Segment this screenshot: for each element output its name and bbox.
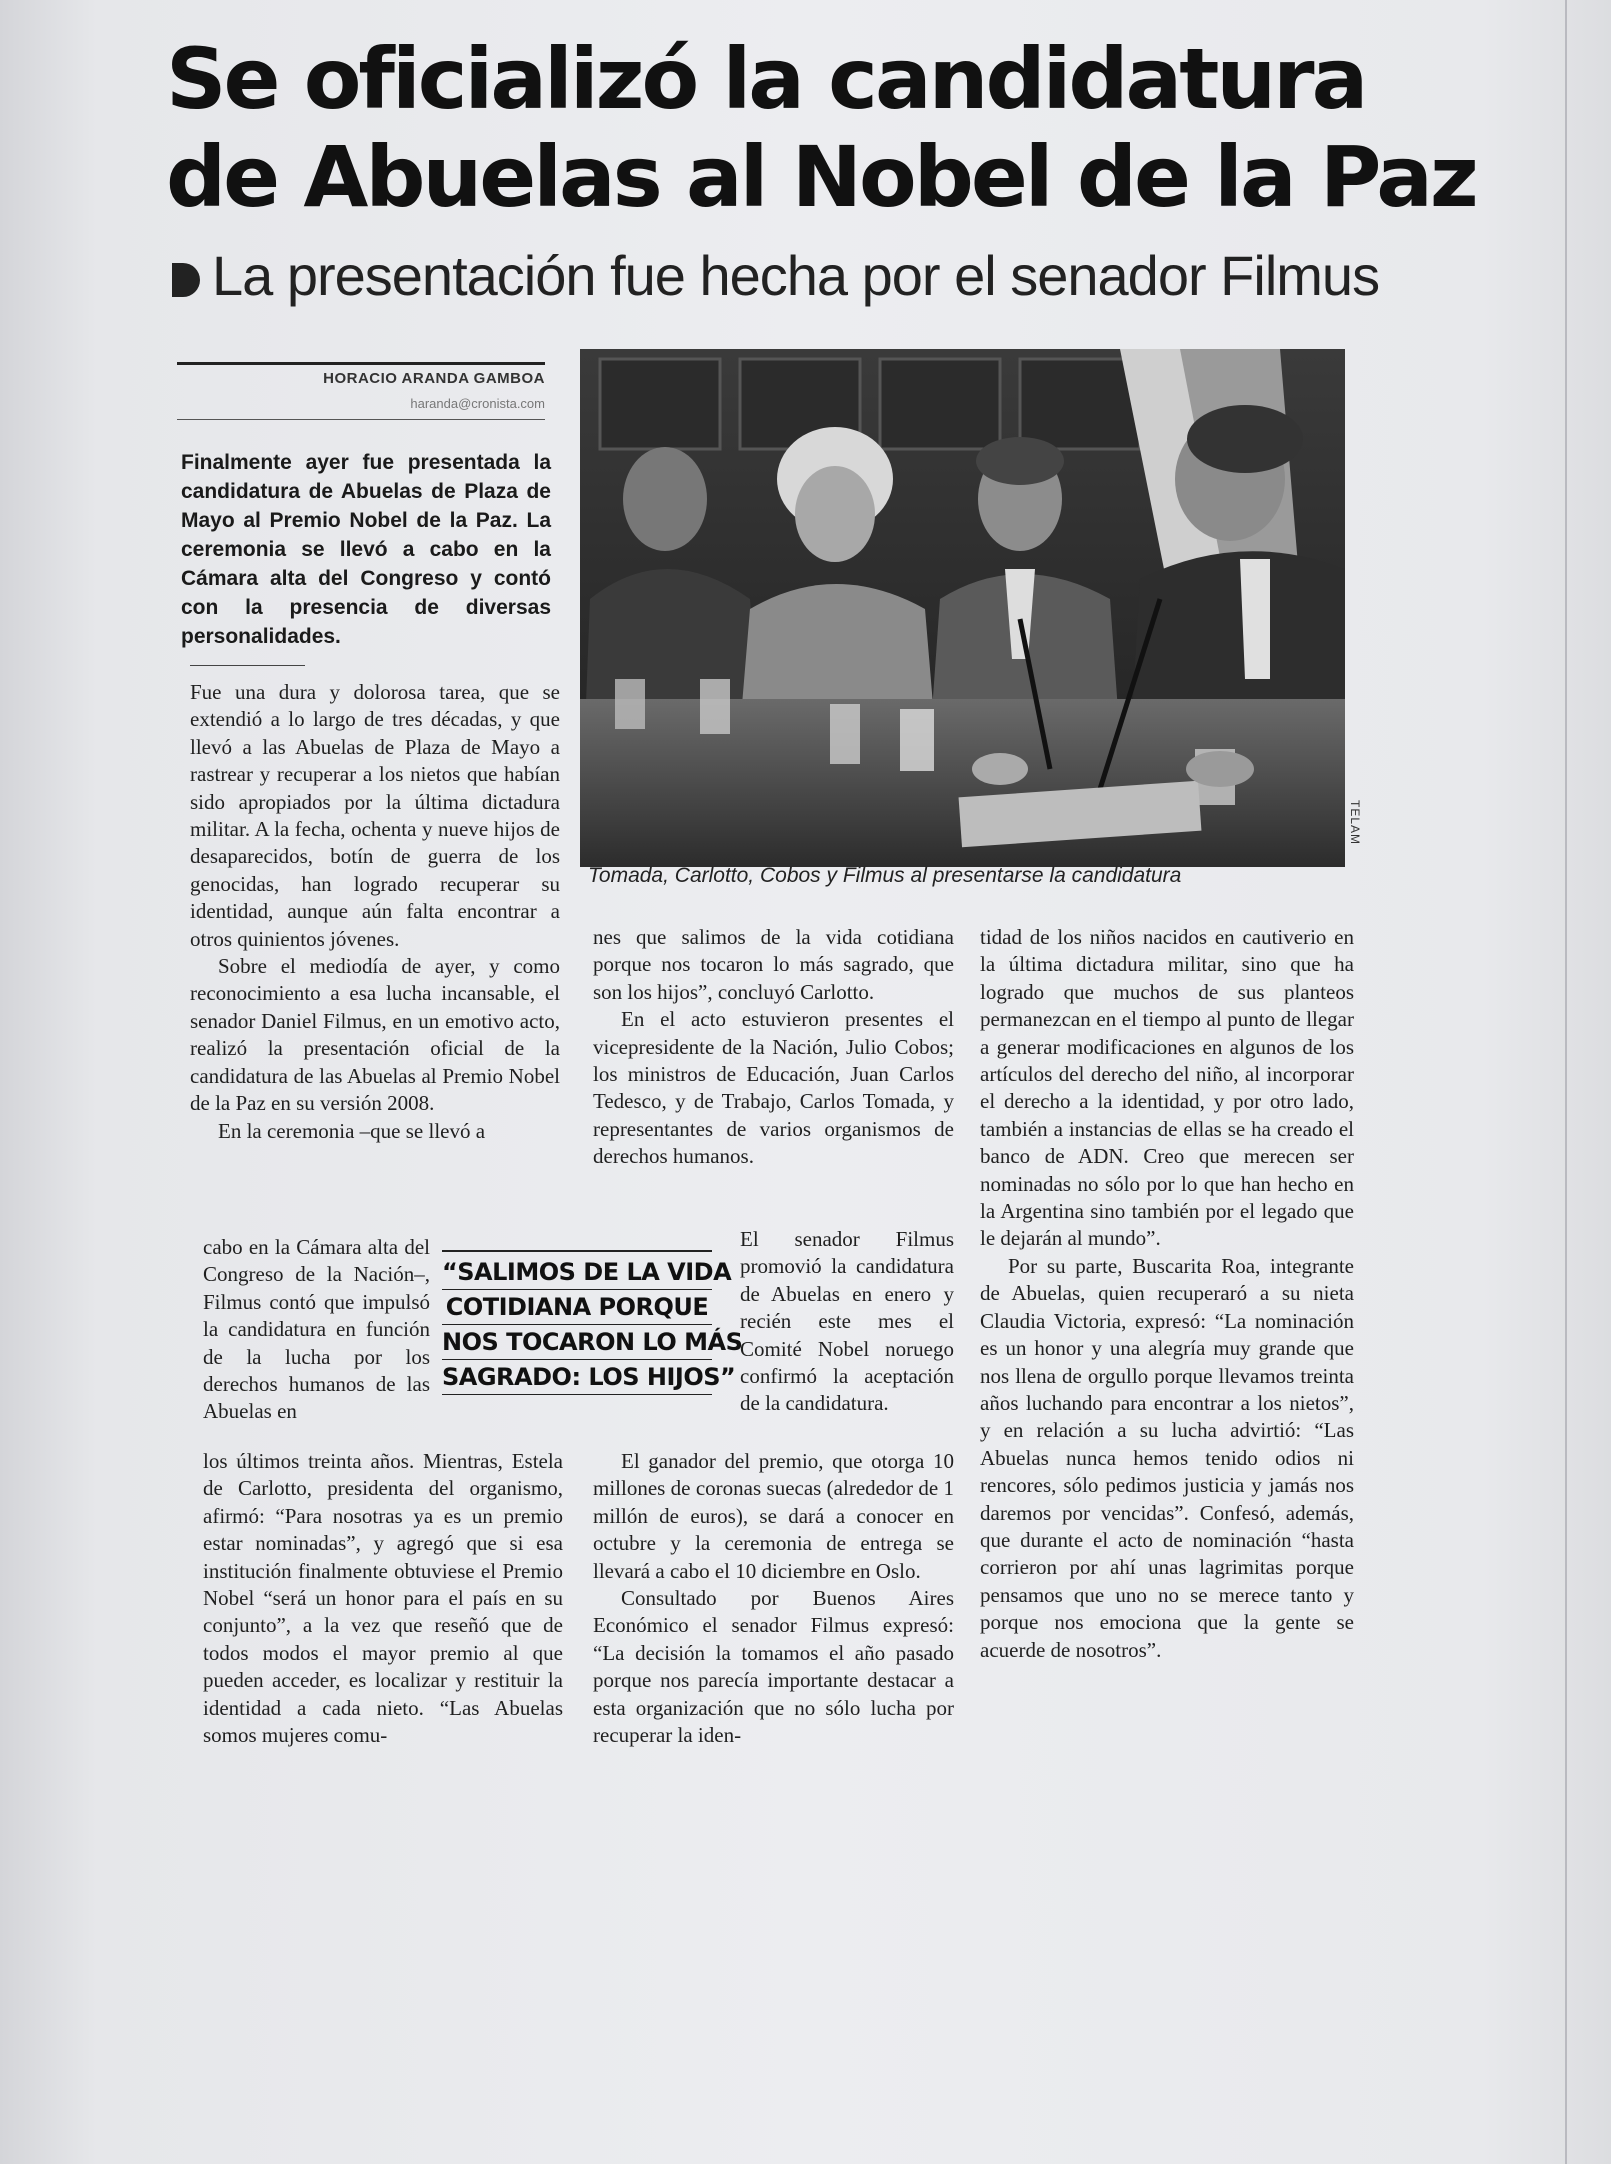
pull-quote-line: NOS TOCARON LO MÁS bbox=[442, 1326, 712, 1360]
photo-caption: Tomada, Carlotto, Cobos y Filmus al presentarse la candidatura bbox=[588, 864, 1182, 887]
body-column-3 bbox=[980, 924, 1354, 1664]
news-photo bbox=[580, 349, 1345, 867]
lead-divider bbox=[190, 665, 305, 666]
bullet-marker-icon bbox=[172, 263, 200, 297]
headline-line-1: Se oficializó la candidatura bbox=[166, 30, 1366, 128]
body-column-1-continued bbox=[203, 1448, 563, 1749]
byline-email: haranda@cronista.com bbox=[410, 396, 545, 411]
pull-quote-line: COTIDIANA PORQUE bbox=[442, 1291, 712, 1325]
body-paragraph: tidad de los niños nacidos en cautiverio en la última dictadura militar, sino que ha logrado que muchos de sus planteos permanezcan en el tiempo al punto de llegar a generar modificaciones en algunos de los artículos del derecho del niño, al incorporar el derecho a la identidad, y por otro lado, también a instancias de ellas se ha creado el banco de ADN. Creo que merecen ser nominadas no sólo por lo que han hecho en la Argentina sino también por el legado que le dejarán al mundo”. bbox=[980, 925, 1354, 1251]
body-paragraph: Sobre el mediodía de ayer, y como reconocimiento a esa lucha incansable, el senador Daniel Filmus, en un emotivo acto, realizó la presentación oficial de la candidatura de las Abuelas al Premio Nobel de la Paz en su versión 2008. bbox=[190, 954, 560, 1116]
headline bbox=[166, 30, 1476, 226]
pull-quote-line: SAGRADO: LOS HIJOS” bbox=[442, 1361, 712, 1395]
photo-credit: TELAM bbox=[1348, 800, 1362, 846]
subhead-text: La presentación fue hecha por el senador Filmus bbox=[212, 244, 1380, 307]
pull-quote bbox=[442, 1250, 743, 1396]
body-column-2-continued bbox=[593, 1448, 954, 1749]
body-column-2 bbox=[593, 924, 954, 1171]
body-paragraph: En la ceremonia –que se llevó a bbox=[218, 1118, 486, 1143]
lead-paragraph: Finalmente ayer fue presentada la candidatura de Abuelas de Plaza de Mayo al Premio Nobel de la Paz. La ceremonia se llevó a cabo en la Cámara alta del Congreso y contó con la presencia de diversas personalidades. bbox=[181, 451, 551, 648]
headline-line-2: de Abuelas al Nobel de la Paz bbox=[166, 128, 1476, 226]
pull-quote-line: “SALIMOS DE LA VIDA bbox=[442, 1256, 712, 1290]
body-paragraph: En el acto estuvieron presentes el vicepresidente de la Nación, Julio Cobos; los ministros de Educación, Juan Carlos Tedesco, y de Trabajo, Carlos Tomada, y representantes de varios organismos de derechos humanos. bbox=[593, 1007, 954, 1169]
body-wrap-left: cabo en la Cámara alta del Congreso de la Nación–, Filmus contó que impulsó la candidatura en función de la lucha por los derechos humanos de las Abuelas en bbox=[203, 1235, 430, 1424]
body-paragraph: El ganador del premio, que otorga 10 millones de coronas suecas (alrededor de 1 millón de euros), se dará a conocer en octubre y la ceremonia de entrega se llevará a cabo el 10 diciembre en Oslo. bbox=[593, 1449, 954, 1583]
body-paragraph: Consultado por Buenos Aires Económico el senador Filmus expresó: “La decisión la tomamos el año pasado porque nos parecía importante destacar a esta organización que no sólo lucha por recuperar la iden- bbox=[593, 1586, 954, 1748]
page-edge bbox=[1565, 0, 1567, 2164]
byline-top-rule bbox=[177, 362, 545, 365]
body-column-1 bbox=[190, 679, 560, 1145]
subhead bbox=[172, 240, 1380, 312]
body-paragraph: Fue una dura y dolorosa tarea, que se extendió a lo largo de tres décadas, y que llevó a las Abuelas de Plaza de Mayo a rastrear y recuperar a los nietos que habían sido apropiados por la última dictadura militar. A la fecha, ochenta y nueve hijos de desaparecidos, botín de guerra de los genocidas, han logrado recuperar su identidad, aunque aún falta encontrar a otros quinientos jóvenes. bbox=[190, 680, 560, 951]
byline-author: HORACIO ARANDA GAMBOA bbox=[323, 370, 545, 387]
byline-bottom-rule bbox=[177, 419, 545, 420]
body-wrap-right: El senador Filmus promovió la candidatura de Abuelas en enero y recién este mes el Comité Nobel noruego confirmó la aceptación de la candidatura. bbox=[740, 1227, 954, 1416]
body-paragraph: los últimos treinta años. Mientras, Estela de Carlotto, presidenta del organismo, afirmó: “Para nosotras ya es un premio estar nominadas”, y agregó que si esa institución finalmente obtuviese el Premio Nobel “será un honor para el país en su conjunto”, a la vez que reseñó que de todos modos el mayor premio al que pueden acceder, es localizar y restituir la identidad a cada nieto. “Las Abuelas somos mujeres comu- bbox=[203, 1449, 563, 1748]
body-paragraph: nes que salimos de la vida cotidiana porque nos tocaron lo más sagrado, que son los hijos”, concluyó Carlotto. bbox=[593, 925, 954, 1004]
body-paragraph: Por su parte, Buscarita Roa, integrante de Abuelas, quien recuperaró a su nieta Claudia Victoria, expresó: “La nominación es un honor y una alegría muy grande que nos llena de orgullo porque llevamos treinta años luchando para encontrar a los nietos”, y en relación a su lucha advirtió: “Las Abuelas nunca hemos tenido odios ni rencores, sólo pedimos justicia y jamás nos daremos por vencidas”. Confesó, además, que durante el acto de nominación “hasta corrieron por ahí unas lagrimitas porque pensamos que uno no se merece tanto y porque nos emociona que la gente se acuerde de nosotros”. bbox=[980, 1253, 1354, 1662]
